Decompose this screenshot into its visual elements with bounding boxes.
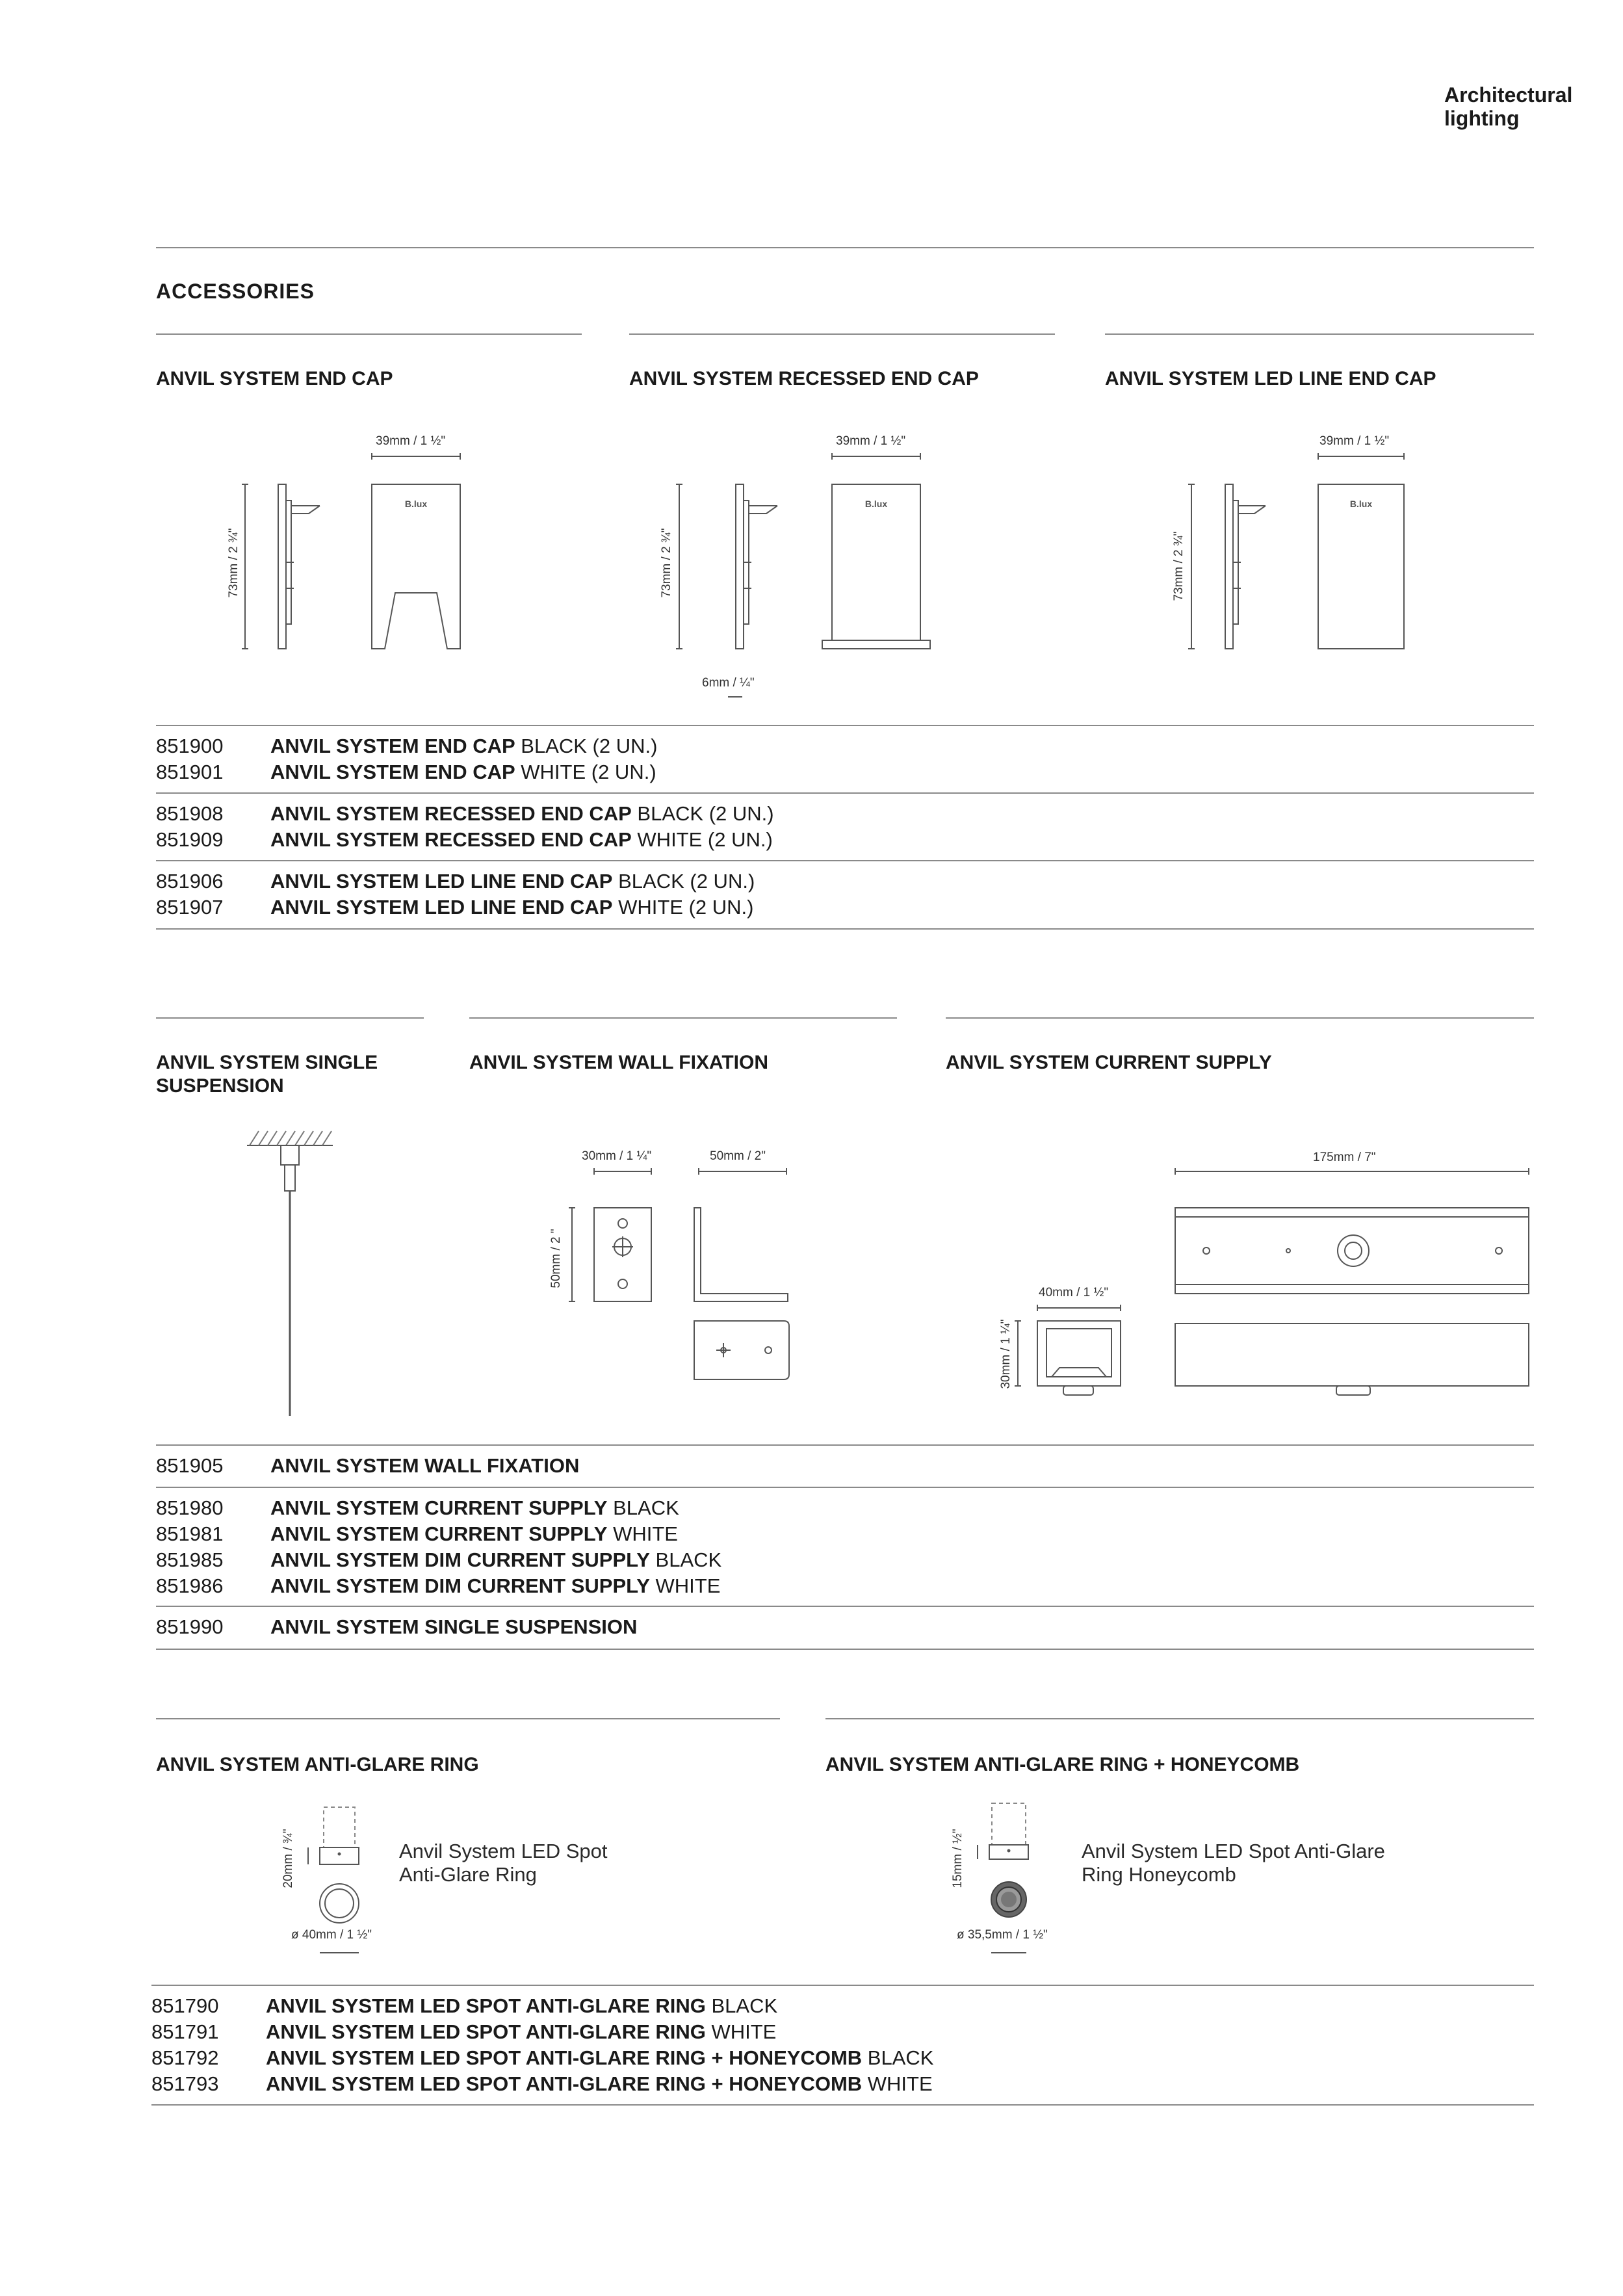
product-code: 851790 [151,1994,219,2017]
led-line-end-cap-logo: B.lux [1349,499,1373,509]
product-name: ANVIL SYSTEM LED LINE END CAP [270,870,613,893]
product-name: ANVIL SYSTEM RECESSED END CAP [270,802,632,825]
product-variant: WHITE (2 UN.) [631,828,773,851]
recessed-end-cap-width-dim: 39mm / 1 ½" [836,434,906,448]
single-suspension-title-line-2: SUSPENSION [156,1075,284,1097]
product-code: 851985 [156,1548,224,1571]
product-variant: WHITE [705,2020,777,2043]
product-code: 851791 [151,2020,219,2043]
current-supply-title: ANVIL SYSTEM CURRENT SUPPLY [946,1052,1272,1073]
product-name: ANVIL SYSTEM END CAP [270,735,515,757]
product-name: ANVIL SYSTEM LED SPOT ANTI-GLARE RING [266,1994,706,2017]
led-line-end-cap-height-dim: 73mm / 2 ¾" [1172,531,1186,601]
anti-glare-ring-desc-line-2: Anti-Glare Ring [399,1863,537,1886]
end-cap-logo: B.lux [404,499,428,509]
table-row [151,1993,777,2019]
product-name: ANVIL SYSTEM DIM CURRENT SUPPLY [270,1574,650,1597]
product-code: 851793 [151,2072,219,2095]
product-variant: WHITE (2 UN.) [612,896,754,919]
anti-glare-honeycomb-title: ANVIL SYSTEM ANTI-GLARE RING + HONEYCOMB [825,1754,1300,1775]
product-code: 851906 [156,870,224,893]
product-variant: BLACK [862,2046,934,2069]
anti-glare-honeycomb-desc-line-2: Ring Honeycomb [1082,1863,1236,1886]
product-code: 851909 [156,828,224,851]
product-code: 851986 [156,1574,224,1597]
product-name: ANVIL SYSTEM RECESSED END CAP [270,828,632,851]
product-variant: WHITE [607,1522,678,1545]
product-code: 851907 [156,896,224,919]
product-name: ANVIL SYSTEM CURRENT SUPPLY [270,1496,608,1519]
brand-line-2: lighting [1444,107,1520,130]
anti-glare-ring-desc-line-1: Anvil System LED Spot [399,1840,608,1862]
current-supply-height-dim: 30mm / 1 ¼" [999,1319,1013,1389]
product-variant: BLACK (2 UN.) [612,870,755,893]
product-code: 851908 [156,802,224,825]
wall-fixation-title: ANVIL SYSTEM WALL FIXATION [469,1052,769,1073]
wall-fixation-width-dim: 30mm / 1 ¼" [582,1149,652,1163]
table3-rule-0 [151,1985,1534,1986]
anti-glare-ring-height-dim: 20mm / ¾" [281,1829,295,1888]
current-supply-width-dim: 40mm / 1 ½" [1039,1286,1109,1299]
product-variant: WHITE (2 UN.) [515,761,656,783]
product-name: ANVIL SYSTEM LED SPOT ANTI-GLARE RING + HONEYCOMB [266,2072,863,2095]
product-name: ANVIL SYSTEM WALL FIXATION [270,1454,580,1477]
anti-glare-ring-diameter-dim: ø 40mm / 1 ½" [291,1928,372,1942]
product-variant: BLACK [649,1548,722,1571]
brand-line-1: Architectural [1444,83,1573,107]
led-line-end-cap-title: ANVIL SYSTEM LED LINE END CAP [1105,368,1436,389]
product-name: ANVIL SYSTEM LED SPOT ANTI-GLARE RING [266,2020,706,2043]
led-line-end-cap-width-dim: 39mm / 1 ½" [1319,434,1390,448]
table3-rule-1 [151,2104,1534,2106]
product-variant: WHITE [649,1574,721,1597]
recessed-end-cap-height-dim: 73mm / 2 ¾" [660,528,673,598]
product-name: ANVIL SYSTEM END CAP [270,761,515,783]
anti-glare-honeycomb-height-dim: 15mm / ½" [951,1829,965,1888]
recessed-end-cap-depth-dim: 6mm / ¼" [702,676,755,690]
product-code: 851905 [156,1454,224,1477]
recessed-end-cap-logo: B.lux [864,499,888,509]
product-code: 851900 [156,735,224,757]
product-code: 851901 [156,761,224,783]
product-name: ANVIL SYSTEM DIM CURRENT SUPPLY [270,1548,650,1571]
product-name: ANVIL SYSTEM SINGLE SUSPENSION [270,1615,638,1638]
product-variant: WHITE [862,2072,933,2095]
recessed-end-cap-title: ANVIL SYSTEM RECESSED END CAP [629,368,979,389]
product-name: ANVIL SYSTEM CURRENT SUPPLY [270,1522,608,1545]
product-variant: BLACK [607,1496,679,1519]
anti-glare-honeycomb-diameter-dim: ø 35,5mm / 1 ½" [957,1928,1048,1942]
anti-glare-honeycomb-desc-line-1: Anvil System LED Spot Anti-Glare [1082,1840,1385,1862]
table-row [151,2045,933,2071]
section-title: ACCESSORIES [156,280,315,303]
single-suspension-title-line-1: ANVIL SYSTEM SINGLE [156,1052,378,1073]
product-code: 851980 [156,1496,224,1519]
product-code: 851981 [156,1522,224,1545]
product-code: 851990 [156,1615,224,1638]
product-variant: BLACK [705,1994,778,2017]
product-name: ANVIL SYSTEM LED LINE END CAP [270,896,613,919]
wall-fixation-height-dim: 50mm / 2 " [549,1229,563,1288]
product-variant: BLACK (2 UN.) [515,735,658,757]
anti-glare-ring-title: ANVIL SYSTEM ANTI-GLARE RING [156,1754,479,1775]
end-cap-height-dim: 73mm / 2 ¾" [227,528,240,598]
wall-fixation-depth-dim: 50mm / 2" [710,1149,766,1163]
end-cap-width-dim: 39mm / 1 ½" [376,434,446,448]
end-cap-title: ANVIL SYSTEM END CAP [156,368,393,389]
table-row [151,2071,933,2097]
product-code: 851792 [151,2046,219,2069]
table-row [151,2019,776,2045]
current-supply-length-dim: 175mm / 7" [1313,1151,1376,1164]
product-name: ANVIL SYSTEM LED SPOT ANTI-GLARE RING + HONEYCOMB [266,2046,863,2069]
product-variant: BLACK (2 UN.) [631,802,774,825]
